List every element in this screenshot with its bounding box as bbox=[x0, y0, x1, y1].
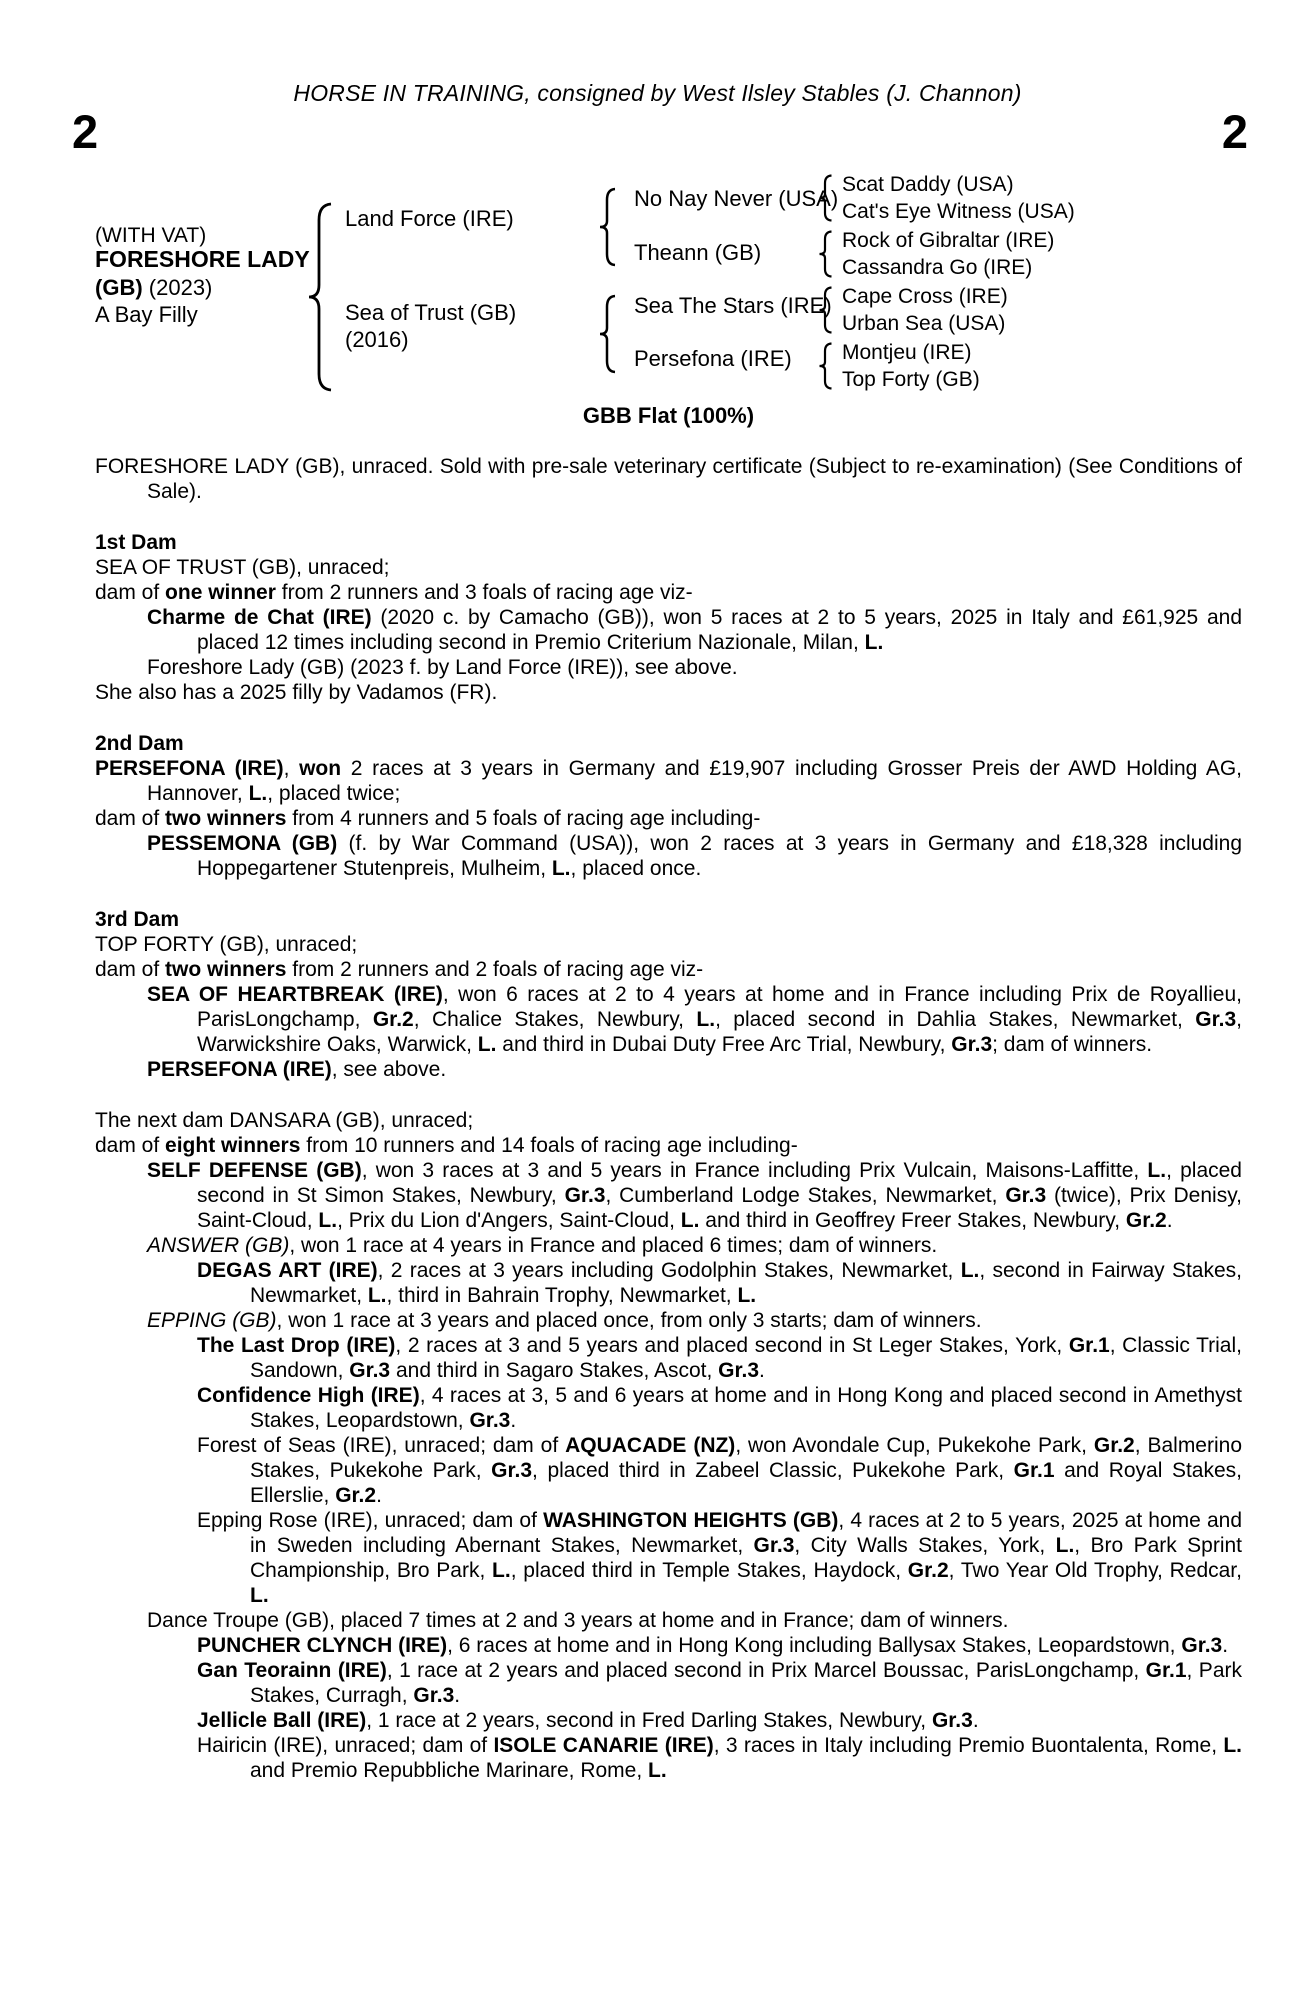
section-gap bbox=[95, 705, 1242, 731]
para-dam-of-two-winners-2: dam of two winners from 2 runners and 2 foals of racing age viz- bbox=[95, 958, 704, 981]
pedigree-gg-name: Montjeu (IRE) bbox=[842, 341, 972, 364]
para-she-also-has: She also has a 2025 filly by Vadamos (FR). bbox=[95, 681, 498, 704]
para-sea-of-trust: SEA OF TRUST (GB), unraced; bbox=[95, 556, 390, 579]
heading-1st-dam: 1st Dam bbox=[95, 531, 177, 554]
section-gap bbox=[95, 1082, 1242, 1108]
para-gan-teorainn: Gan Teorainn (IRE), 1 race at 2 years and placed second in Prix Marcel Boussac, ParisLongchamp, Gr.1, Park Stakes, Curragh, Gr.3. bbox=[197, 1659, 1242, 1707]
para-foreshore-lady: Foreshore Lady (GB) (2023 f. by Land Force (IRE)), see above. bbox=[147, 656, 738, 679]
para-degas-art: DEGAS ART (IRE), 2 races at 3 years including Godolphin Stakes, Newmarket, L., second in Fairway Stakes, Newmarket, L., third in Bahrain Trophy, Newmarket, L. bbox=[197, 1259, 1242, 1307]
para-dance-troupe: Dance Troupe (GB), placed 7 times at 2 and 3 years at home and in France; dam of winners. bbox=[147, 1609, 1009, 1632]
with-vat-label: (WITH VAT) bbox=[95, 224, 207, 247]
para-pessemona: PESSEMONA (GB) (f. by War Command (USA)), won 2 races at 3 years in Germany and £18,328 including Hoppegartener Stutenpreis, Mulheim, L., placed once. bbox=[147, 832, 1242, 880]
pedigree-gg-name: Cape Cross (IRE) bbox=[842, 285, 1008, 308]
pedigree-sire-dam: Theann (GB) bbox=[634, 240, 762, 265]
para-top-forty: TOP FORTY (GB), unraced; bbox=[95, 933, 358, 956]
section-gap bbox=[95, 428, 1242, 454]
pedigree-dam-sire: Sea The Stars (IRE) bbox=[634, 293, 832, 318]
heading-2nd-dam: 2nd Dam bbox=[95, 732, 184, 755]
lot-number-left: 2 bbox=[72, 105, 99, 158]
para-sale-note: FORESHORE LADY (GB), unraced. Sold with pre-sale veterinary certificate (Subject to re-examination) (See Conditions of Sale). bbox=[95, 455, 1242, 503]
horse-description: A Bay Filly bbox=[95, 302, 198, 327]
para-confidence-high: Confidence High (IRE), 4 races at 3, 5 and 6 years at home and in Hong Kong and placed second in Amethyst Stakes, Leopardstown, Gr.3. bbox=[197, 1384, 1242, 1432]
horse-suffix-year bbox=[95, 275, 212, 300]
para-next-dam-dansara: The next dam DANSARA (GB), unraced; bbox=[95, 1109, 474, 1132]
para-puncher-clynch: PUNCHER CLYNCH (IRE), 6 races at home and in Hong Kong including Ballysax Stakes, Leopardstown, Gr.3. bbox=[197, 1634, 1229, 1657]
horse-suffix: (GB) bbox=[95, 275, 143, 300]
para-jellicle-ball: Jellicle Ball (IRE), 1 race at 2 years, second in Fred Darling Stakes, Newbury, Gr.3. bbox=[197, 1709, 979, 1732]
gbb-note: GBB Flat (100%) bbox=[582, 403, 755, 428]
para-the-last-drop: The Last Drop (IRE), 2 races at 3 and 5 years and placed second in St Leger Stakes, York, Gr.1, Classic Trial, Sandown, Gr.3 and third in Sagaro Stakes, Ascot, Gr.3. bbox=[197, 1334, 1242, 1382]
para-dam-of-one-winner: dam of one winner from 2 runners and 3 foals of racing age viz- bbox=[95, 581, 693, 604]
page-title: HORSE IN TRAINING, consigned by West Ilsley Stables (J. Channon) bbox=[293, 80, 1022, 106]
pedigree-dam-year: (2016) bbox=[345, 327, 409, 352]
para-persefona-see-above: PERSEFONA (IRE), see above. bbox=[147, 1058, 447, 1081]
pedigree-dam-brace-icon bbox=[598, 294, 618, 374]
pedigree-sire-sire: No Nay Never (USA) bbox=[634, 186, 839, 211]
pedigree-gg-brace-icon bbox=[818, 286, 834, 334]
horse-name: FORESHORE LADY bbox=[95, 246, 310, 272]
pedigree-gg-brace-icon bbox=[818, 174, 834, 222]
pedigree-sire-brace-icon bbox=[598, 187, 618, 267]
section-gap bbox=[95, 504, 1242, 530]
pedigree-gg-name: Scat Daddy (USA) bbox=[842, 173, 1014, 196]
para-hairicin: Hairicin (IRE), unraced; dam of ISOLE CANARIE (IRE), 3 races in Italy including Premio Buontalenta, Rome, L. and Premio Repubbliche Marinare, Rome, L. bbox=[197, 1734, 1242, 1782]
para-epping: EPPING (GB), won 1 race at 3 years and placed once, from only 3 starts; dam of winners. bbox=[147, 1309, 982, 1332]
pedigree-gg-name: Cat's Eye Witness (USA) bbox=[842, 200, 1075, 223]
para-epping-rose: Epping Rose (IRE), unraced; dam of WASHINGTON HEIGHTS (GB), 4 races at 2 to 5 years, 2025 at home and in Sweden including Abernant Stakes, Newmarket, Gr.3, City Walls Stakes, York, L., Bro Park Sprint Championship, Bro Park, L., placed third in Temple Stakes, Haydock, Gr.2, Two Year Old Trophy, Redcar, L. bbox=[197, 1509, 1242, 1607]
catalog-body bbox=[95, 403, 1242, 1783]
lot-number-right: 2 bbox=[1221, 105, 1248, 158]
pedigree-dam-dam: Persefona (IRE) bbox=[634, 346, 792, 371]
para-dam-of-two-winners: dam of two winners from 4 runners and 5 foals of racing age including- bbox=[95, 807, 761, 830]
pedigree-gg-brace-icon bbox=[818, 230, 834, 278]
para-dam-of-eight-winners: dam of eight winners from 10 runners and 14 foals of racing age including- bbox=[95, 1134, 798, 1157]
para-persefona: PERSEFONA (IRE), won 2 races at 3 years in Germany and £19,907 including Grosser Preis der AWD Holding AG, Hannover, L., placed twice; bbox=[95, 757, 1243, 805]
pedigree-gg-name: Cassandra Go (IRE) bbox=[842, 256, 1033, 279]
pedigree-gg-brace-icon bbox=[818, 342, 834, 390]
pedigree-gg-name: Top Forty (GB) bbox=[842, 368, 980, 391]
para-self-defense: SELF DEFENSE (GB), won 3 races at 3 and 5 years in France including Prix Vulcain, Maisons-Laffitte, L., placed second in St Simon Stakes, Newbury, Gr.3, Cumberland Lodge Stakes, Newmarket, Gr.3 (twice), Prix Denisy, Saint-Cloud, L., Prix du Lion d'Angers, Saint-Cloud, L. and third in Geoffrey Freer Stakes, Newbury, Gr.2. bbox=[147, 1159, 1242, 1232]
heading-3rd-dam: 3rd Dam bbox=[95, 908, 180, 931]
para-charme-de-chat: Charme de Chat (IRE) (2020 c. by Camacho (GB)), won 5 races at 2 to 5 years, 2025 in Italy and £61,925 and placed 12 times including second in Premio Criterium Nazionale, Milan, L. bbox=[147, 606, 1242, 654]
pedigree-gg-name: Rock of Gibraltar (IRE) bbox=[842, 229, 1055, 252]
pedigree-sire: Land Force (IRE) bbox=[345, 206, 514, 231]
para-forest-of-seas: Forest of Seas (IRE), unraced; dam of AQUACADE (NZ), won Avondale Cup, Pukekohe Park, Gr.2, Balmerino Stakes, Pukekohe Park, Gr.3, placed third in Zabeel Classic, Pukekohe Park, Gr.1 and Royal Stakes, Ellerslie, Gr.2. bbox=[197, 1434, 1243, 1507]
pedigree-main-brace-icon bbox=[306, 202, 334, 392]
pedigree-gg-name: Urban Sea (USA) bbox=[842, 312, 1006, 335]
section-gap bbox=[95, 881, 1242, 907]
para-sea-of-heartbreak: SEA OF HEARTBREAK (IRE), won 6 races at 2 to 4 years at home and in France including Prix de Royallieu, ParisLongchamp, Gr.2, Chalice Stakes, Newbury, L., placed second in Dahlia Stakes, Newmarket, Gr.3, Warwickshire Oaks, Warwick, L. and third in Dubai Duty Free Arc Trial, Newbury, Gr.3; dam of winners. bbox=[147, 983, 1242, 1056]
para-answer: ANSWER (GB), won 1 race at 4 years in France and placed 6 times; dam of winners. bbox=[147, 1234, 938, 1257]
pedigree-dam: Sea of Trust (GB) bbox=[345, 300, 517, 325]
horse-year: (2023) bbox=[148, 275, 213, 300]
